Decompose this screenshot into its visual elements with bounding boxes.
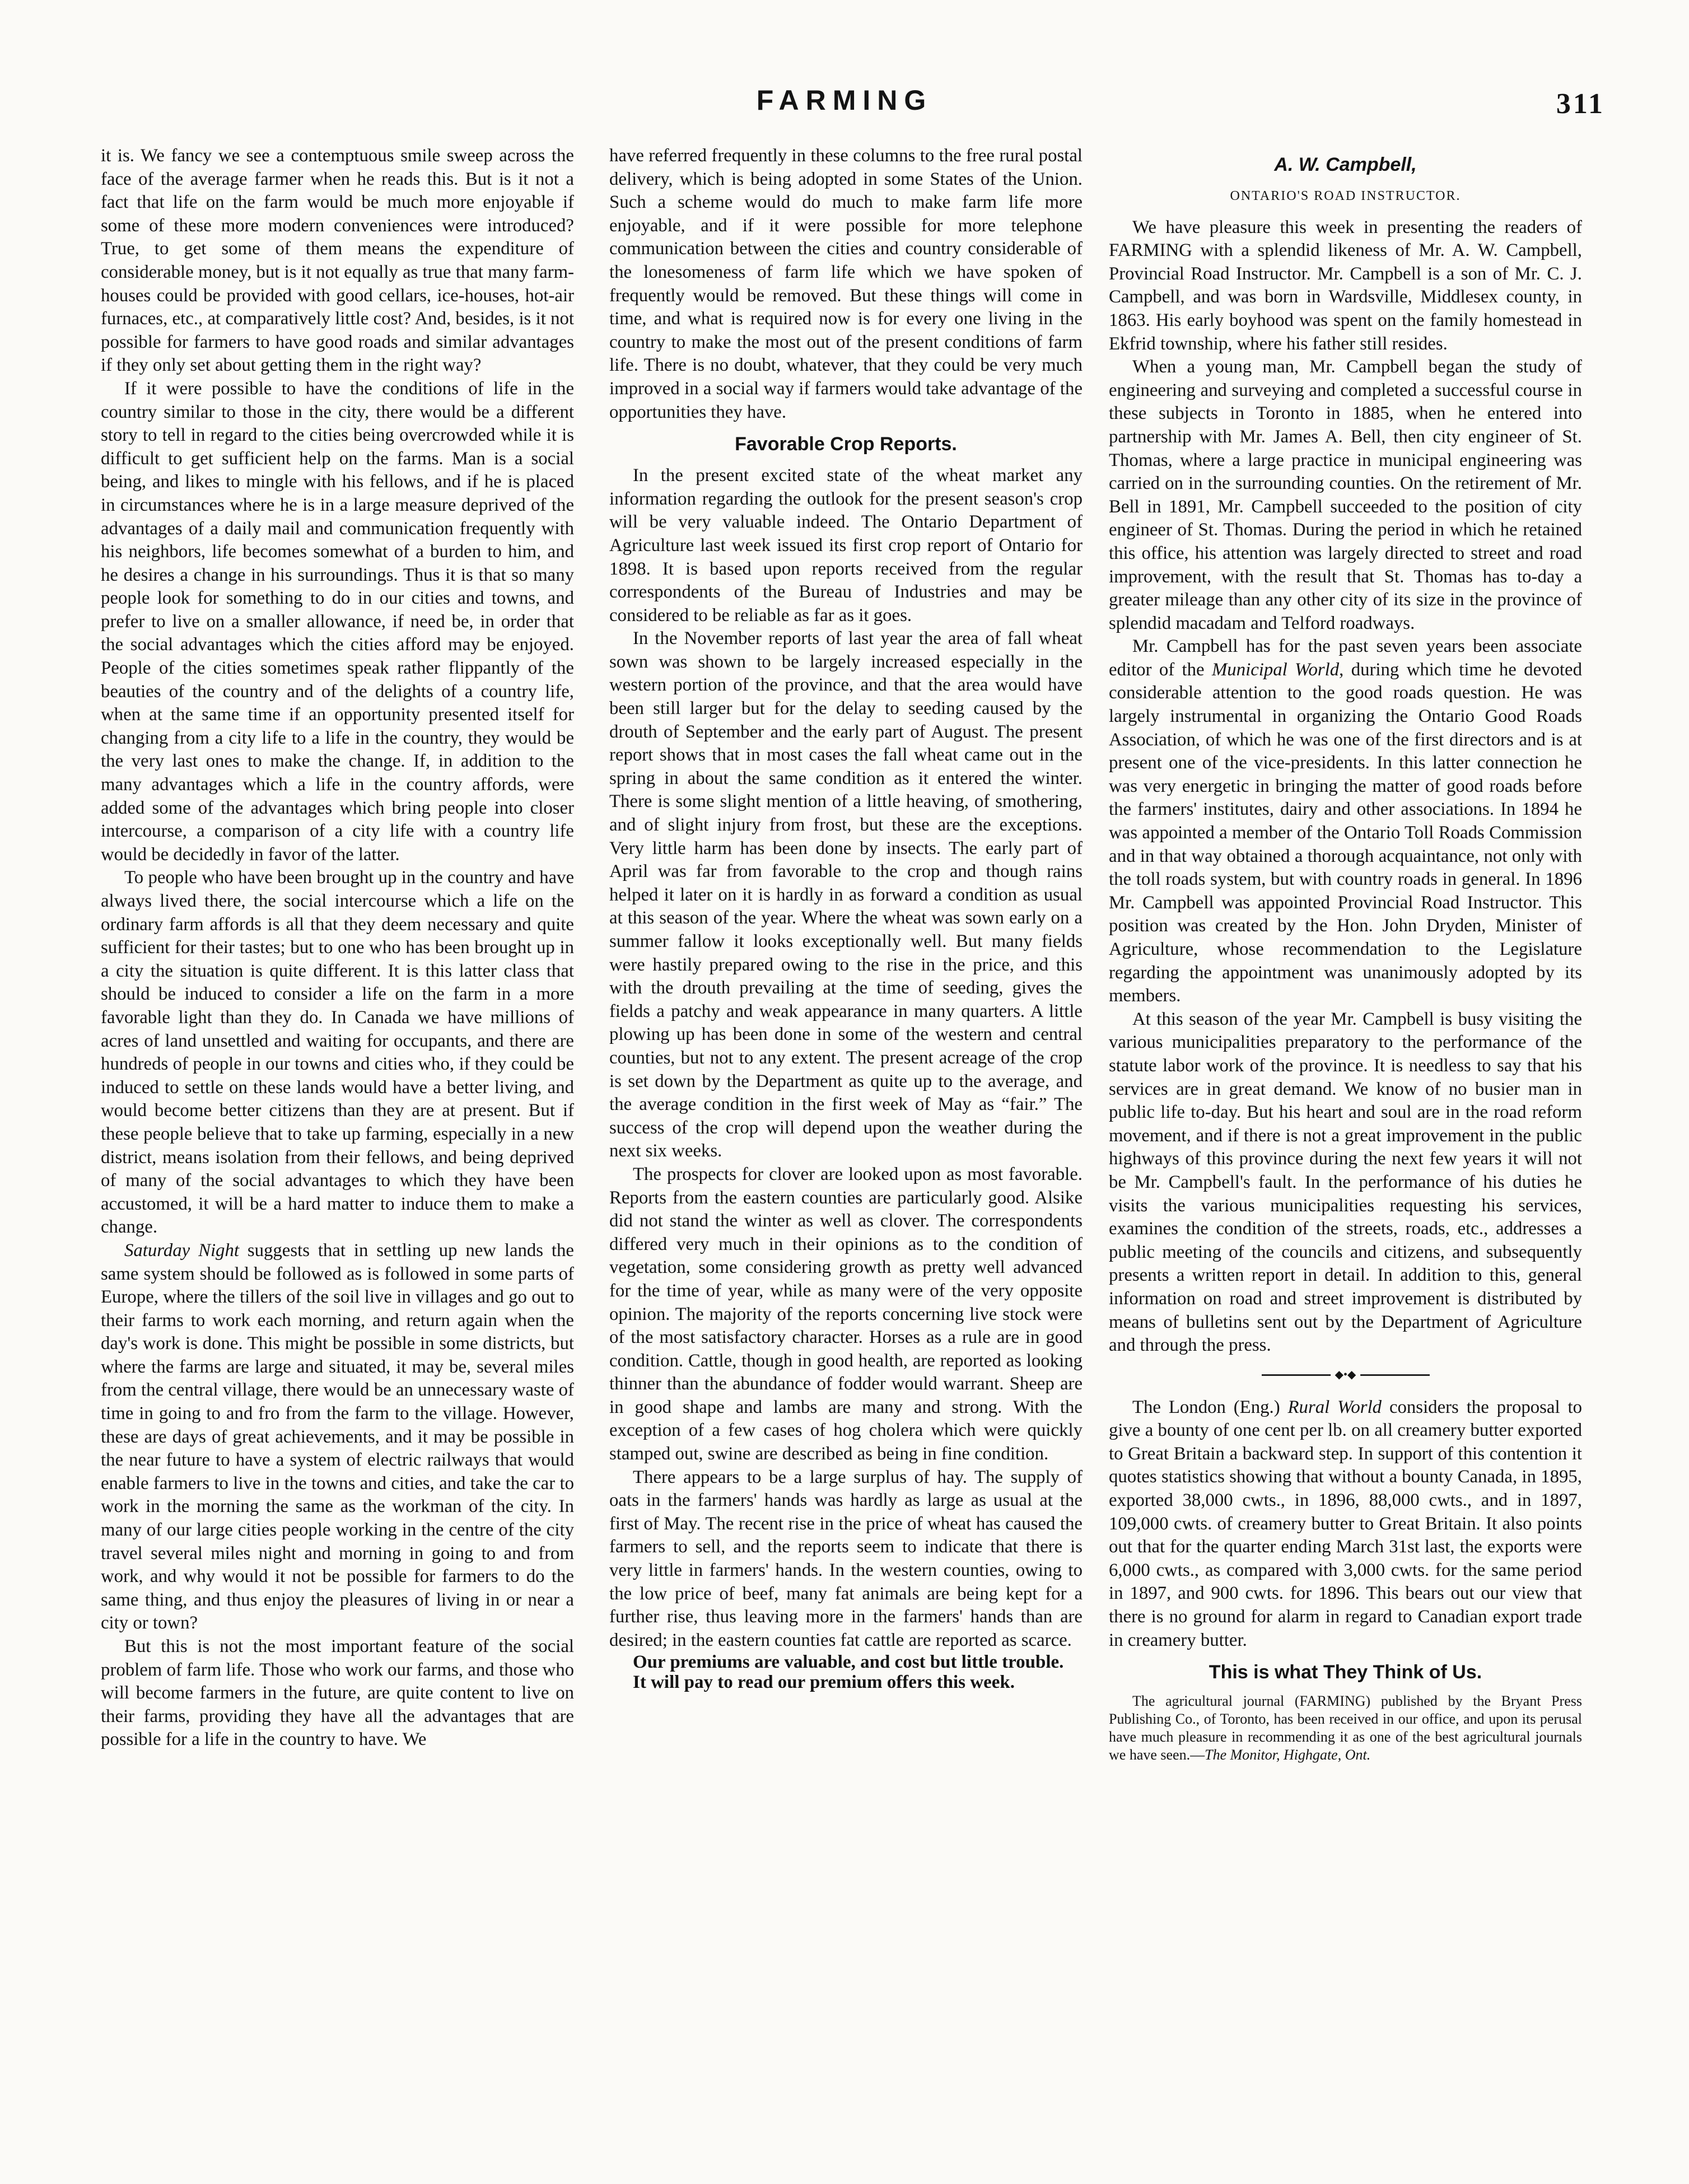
paragraph: We have pleasure this week in presenting the readers of FARMING with a splendid likeness of Mr. A. W. Campbell, Provincial Road Instructor. Mr. Campbell is a son of Mr. C. J. Campbell, and was born in Wardsville, Middlesex county, in 1863. His early boyhood was spent on the family homestead in Ekfrid township, where his father still resides.	[1109, 217, 1582, 354]
column-left	[101, 144, 574, 2138]
publication-name: Municipal World	[1211, 659, 1340, 680]
paragraph: it is. We fancy we see a contemptuous smile sweep across the face of the average farmer when he reads this. But is it not a fact that life on the farm would be much more enjoyable if some of these more modern conveniences were introduced? True, to get some of them means the expenditure of considerable money, but is it not equally as true that many farm-houses could be provided with good cellars, ice-houses, hot-air furnaces, etc., at comparatively little cost? And, besides, is it not possible for farmers to have good roads and similar advantages if they only set about getting them in the right way?	[101, 146, 574, 376]
article-heading: A. W. Campbell,	[1274, 154, 1417, 175]
premium-notice: Our premiums are valuable, and cost but little trouble.	[633, 1652, 1064, 1673]
paragraph-text: Mr. Campbell has for the past seven years been associate editor of the	[1109, 636, 1582, 680]
paragraph-text: , during which time he devoted considerable attention to the good roads question. He was largely instrumental in organizing the Ontario Good Roads Association, of which he was one of the first directors and is at present one of the vice-presidents. In this latter connection he was very energetic in bringing the matter of good roads before the farmers' institutes, dairy and other associations. In 1894 he was appointed a member of the Ontario Toll Roads Commission and in that way obtained a thorough acquaintance, not only with the toll roads system, but with country roads in general. In 1896 Mr. Campbell was appointed Provincial Road Instructor. This position was created by the Hon. John Dryden, Minister of Agriculture, whose recommendation to the Legislature regarding the appointment was unanimously adopted by its members.	[1109, 659, 1582, 1006]
premium-notice: It will pay to read our premium offers this week.	[633, 1672, 1015, 1693]
paragraph: But this is not the most important feature of the social problem of farm life. Those who work our farms, and those who will become farmers in the future, are quite content to live on their farms, providing they have all the advantages that are possible for a life in the country to have. We	[101, 1636, 574, 1750]
article-heading: This is what They Think of Us.	[1209, 1662, 1482, 1683]
quoted-notice	[1109, 1692, 1582, 1764]
paragraph: The prospects for clover are looked upon as most favorable. Reports from the eastern counties are particularly good. Alsike did not stand the winter as well as clover. The correspondents differed very much in their opinions as to the condition of vegetation, some considering growth as pretty well advanced for the time of year, while as many were of the very opposite opinion. The majority of the reports concerning live stock were of the most satisfactory character. Horses as a rule are in good condition. Cattle, though in good health, are reported as looking thinner than the abundance of fodder would warrant. Sheep are in good shape and lambs are many and strong. With the exception of a few cases of hog cholera which were quickly stamped out, swine are described as being in fine condition.	[609, 1164, 1083, 1464]
paragraph: In the present excited state of the wheat market any information regarding the outlook for the present season's crop will be very valuable indeed. The Ontario Department of Agriculture last week issued its first crop report of Ontario for 1898. It is based upon reports received from the regular correspondents of the Bureau of Industries and may be considered to be reliable as far as it goes.	[609, 465, 1083, 626]
article-subheading: ONTARIO'S ROAD INSTRUCTOR.	[1230, 189, 1461, 203]
paragraph-text: suggests that in settling up new lands the same system should be followed as is followed in some parts of Europe, where the tillers of the soil live in villages and go out to their farms to work each morning, and return again when the day's work is done. This might be possible in some districts, but where the farms are large and situated, it may be, several miles from the central village, there would be an unnecessary waste of time in going to and fro from the farm to the village. However, these are days of great achievements, and it may be possible in the near future to have a system of electric railways that would enable farmers to live in the towns and cities, and take the car to work in the morning the same as the workman of the city. In many of our large cities people working in the centre of the city travel several miles night and morning in going to and from work, and why would it not be possible for farmers to do the same thing, and thus enjoy the pleasures of living in or near a city or town?	[101, 1240, 574, 1634]
page-number: 311	[1556, 88, 1605, 120]
source-attribution: The Monitor, Highgate, Ont.	[1205, 1747, 1371, 1763]
article-heading: Favorable Crop Reports.	[735, 433, 957, 455]
paragraph: If it were possible to have the conditions of life in the country similar to those in the city, there would be a different story to tell in regard to the cities being overcrowded while it is difficult to get sufficient help on the farms. Man is a social being, and likes to mingle with his fellows, and if he is placed in circumstances where he is in a large measure deprived of the advantages of a daily mail and communication frequently with his neighbors, life becomes somewhat of a burden to him, and he desires a change in his surroundings. Thus it is that so many people look for something to do in our cities and towns, and prefer to live on a smaller allowance, if need be, in order that the social advantages which the cities afford may be enjoyed. People of the cities sometimes speak rather flippantly of the beauties of the country and of the delights of a country life, when at the same time if an opportunity presented itself for changing from a city life to a life in the country, they would be the very last ones to make the change. If, in addition to the many advantages which a life in the country affords, were added some of the advantages which bring people into closer intercourse, a comparison of a city life with a country life would be decidedly in favor of the latter.	[101, 378, 574, 865]
paragraph	[1109, 1396, 1582, 1653]
divider-ornament: ◆•◆	[1331, 1366, 1361, 1383]
paragraph-text: considers the proposal to give a bounty of one cent per lb. on all creamery butter exported to Great Britain a backward step. In support of this contention it quotes statistics showing that without a bounty Canada, in 1895, exported 38,000 cwts., in 1896, 88,000 cwts., and in 1897, 109,000 cwts. of creamery butter to Great Britain. It also points out that for the quarter ending March 31st last, the exports were 6,000 cwts., as compared with 3,000 cwts. for the same period in 1897, and 900 cwts. for 1896. This bears out our view that there is no ground for alarm in regard to Canadian export trade in creamery butter.	[1109, 1397, 1582, 1650]
paragraph-text: The London (Eng.)	[1132, 1397, 1288, 1417]
newspaper-title: FARMING	[756, 85, 933, 116]
paragraph-text: The agricultural journal (FARMING) published by the Bryant Press Publishing Co., of Toronto, has been received in our office, and upon its perusal have much pleasure in recommending it as one of the best agricultural journals we have seen.—	[1109, 1693, 1582, 1763]
paragraph: There appears to be a large surplus of hay. The supply of oats in the farmers' hands was hardly as large as usual at the first of May. The recent rise in the price of wheat has caused the farmers to sell, and the reports seem to indicate that there is very little in farmers' hands. In the western counties, owing to the low price of beef, many fat animals are being kept for a further rise, thus leaving more in the farmers' hands than are desired; in the eastern counties fat cattle are reported as scarce.	[609, 1467, 1083, 1650]
paragraph: When a young man, Mr. Campbell began the study of engineering and surveying and completed a successful course in these subjects in Toronto in 1885, when he entered into partnership with Mr. James A. Bell, then city engineer of St. Thomas, where a large practice in municipal engineering was carried on in the surrounding counties. On the retirement of Mr. Bell in 1891, Mr. Campbell succeeded to the position of city engineer of St. Thomas. During the period in which he retained this office, his attention was largely directed to street and road improvement, with the result that St. Thomas has to-day a greater mileage than any other city of its size in the province of splendid macadam and Telford roadways.	[1109, 357, 1582, 633]
paragraph	[1109, 635, 1582, 1008]
publication-name: Rural World	[1287, 1397, 1382, 1417]
column-right	[1109, 144, 1582, 2138]
publication-name: Saturday Night	[124, 1240, 239, 1261]
paragraph: At this season of the year Mr. Campbell is busy visiting the various municipalities preparatory to the performance of the statute labor work of the province. It is needless to say that his services are in great demand. We know of no busier man in public life to-day. But his heart and soul are in the road reform movement, and if there is not a great improvement in the public highways of this province during the next few years it will not be Mr. Campbell's fault. In the performance of his duties he visits the various municipalities requesting his services, examines the condition of the streets, roads, etc., addresses a public meeting of the councils and citizens, and subsequently presents a written report in detail. In addition to this, general information on road and street improvement is distributed by means of bulletins sent out by the Department of Agriculture and through the press.	[1109, 1009, 1582, 1356]
section-divider	[1262, 1368, 1430, 1381]
masthead	[0, 84, 1689, 129]
paragraph: To people who have been brought up in the country and have always lived there, the social intercourse which a life on the ordinary farm affords is all that they deem necessary and quite sufficient for their tastes; but to one who has been brought up in a city the situation is quite different. It is this latter class that should be induced to consider a life on the farm in a more favorable light than they do. In Canada we have millions of acres of land unsettled and waiting for occupants, and there are hundreds of people in our towns and cities who, if they could be induced to settle on these lands would have a better living, and would become better citizens than they are at present. But if these people believe that to take up farming, especially in a new district, means isolation from their fellows, and being deprived of many of the social advantages to which they have been accustomed, it will be a hard matter to induce them to make a change.	[101, 867, 574, 1238]
column-middle	[609, 144, 1083, 2138]
paragraph: have referred frequently in these columns to the free rural postal delivery, which is being adopted in some States of the Union. Such a scheme would do much to make farm life more enjoyable, and if it were possible for more telephone communication between the cities and country considerable of the lonesomeness of farm life which we have spoken of frequently would be removed. But these things will come in time, and what is required now is for every one living in the country to make the most out of the present conditions of farm life. There is no doubt, whatever, that they could be very much improved in a social way if farmers would take advantage of the opportunities they have.	[609, 146, 1083, 422]
paragraph: In the November reports of last year the area of fall wheat sown was shown to be largely increased especially in the western portion of the province, and that the area would have been still larger but for the delay to seeding caused by the drouth of September and the early part of August. The present report shows that in most cases the fall wheat came out in the spring in about the same condition as it entered the winter. There is some slight mention of a little heaving, of smothering, and of slight injury from frost, but these are the exceptions. Very little harm has been done by insects. The early part of April was far from favorable to the crop and though rains helped it later on it is hardly in as forward a condition as usual at this season of the year. Where the wheat was sown early on a summer fallow it looks exceptionally well. But many fields were hastily prepared owing to the rise in the price, and this with the drouth prevailing at the time of seeding, gives the fields a patchy and weak appearance in many quarters. A little plowing up has been done in some of the western and central counties, but not to any extent. The present acreage of the crop is set down by the Department as quite up to the average, and the average condition in the first week of May as “fair.” The success of the crop will depend upon the weather during the next six weeks.	[609, 628, 1083, 1161]
paragraph	[101, 1239, 574, 1635]
